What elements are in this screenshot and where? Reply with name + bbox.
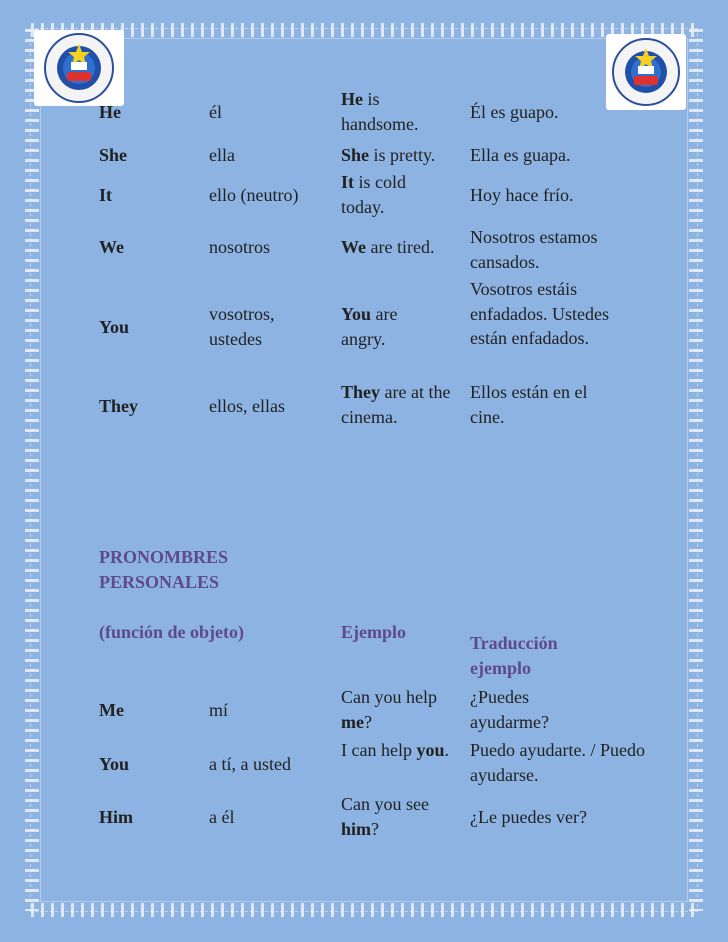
example-translation-we: Nosotros estamos cansados. xyxy=(470,227,598,272)
example-translation-she: Ella es guapa. xyxy=(470,145,571,165)
object-example-him: Can you see him? xyxy=(341,794,429,839)
header-example: Ejemplo xyxy=(341,622,406,642)
section-title: PRONOMBRES PERSONALES xyxy=(99,547,229,592)
example-translation-he: Él es guapo. xyxy=(470,102,559,122)
object-example-translation-you: Puedo ayudarte. / Puedo ayudarse. xyxy=(470,740,645,785)
example-he: He is handsome. xyxy=(341,89,419,134)
object-pronoun-him: Him xyxy=(99,807,133,827)
object-translation-him: a él xyxy=(209,807,235,827)
object-translation-you: a tí, a usted xyxy=(209,754,291,774)
translation-she: ella xyxy=(209,145,235,165)
object-example-me: Can you help me? xyxy=(341,687,437,732)
object-example-you: I can help you. xyxy=(341,740,449,760)
object-example-translation-him: ¿Le puedes ver? xyxy=(470,807,587,827)
institution-logo-left xyxy=(34,30,124,106)
object-pronoun-me: Me xyxy=(99,700,124,720)
example-you-plural: You are angry. xyxy=(341,304,398,349)
translation-it: ello (neutro) xyxy=(209,185,299,205)
example-she: She is pretty. xyxy=(341,145,436,165)
translation-they: ellos, ellas xyxy=(209,396,285,416)
pronoun-we: We xyxy=(99,237,124,257)
object-example-translation-me: ¿Puedes ayudarme? xyxy=(470,687,549,732)
header-translation: Traducción ejemplo xyxy=(470,633,558,678)
example-it: It is cold today. xyxy=(341,172,406,217)
example-translation-you-plural: Vosotros estáis enfadados. Ustedes están enfadados. xyxy=(470,279,609,348)
pronoun-she: She xyxy=(99,145,128,165)
header-function: (función de objeto) xyxy=(99,622,244,642)
institution-logo-right xyxy=(606,34,686,110)
translation-you-plural: vosotros, ustedes xyxy=(209,304,275,349)
translation-we: nosotros xyxy=(209,237,271,257)
pronoun-it: It xyxy=(99,185,112,205)
example-translation-it: Hoy hace frío. xyxy=(470,185,574,205)
example-translation-they: Ellos están en el cine. xyxy=(470,382,588,427)
translation-he: él xyxy=(209,102,222,122)
example-they: They are at the cinema. xyxy=(341,382,451,427)
example-we: We are tired. xyxy=(341,237,435,257)
object-translation-me: mí xyxy=(209,700,229,720)
pronoun-you-plural: You xyxy=(99,317,130,337)
pronoun-they: They xyxy=(99,396,139,416)
pronoun-he: He xyxy=(99,102,121,122)
object-pronoun-you: You xyxy=(99,754,130,774)
